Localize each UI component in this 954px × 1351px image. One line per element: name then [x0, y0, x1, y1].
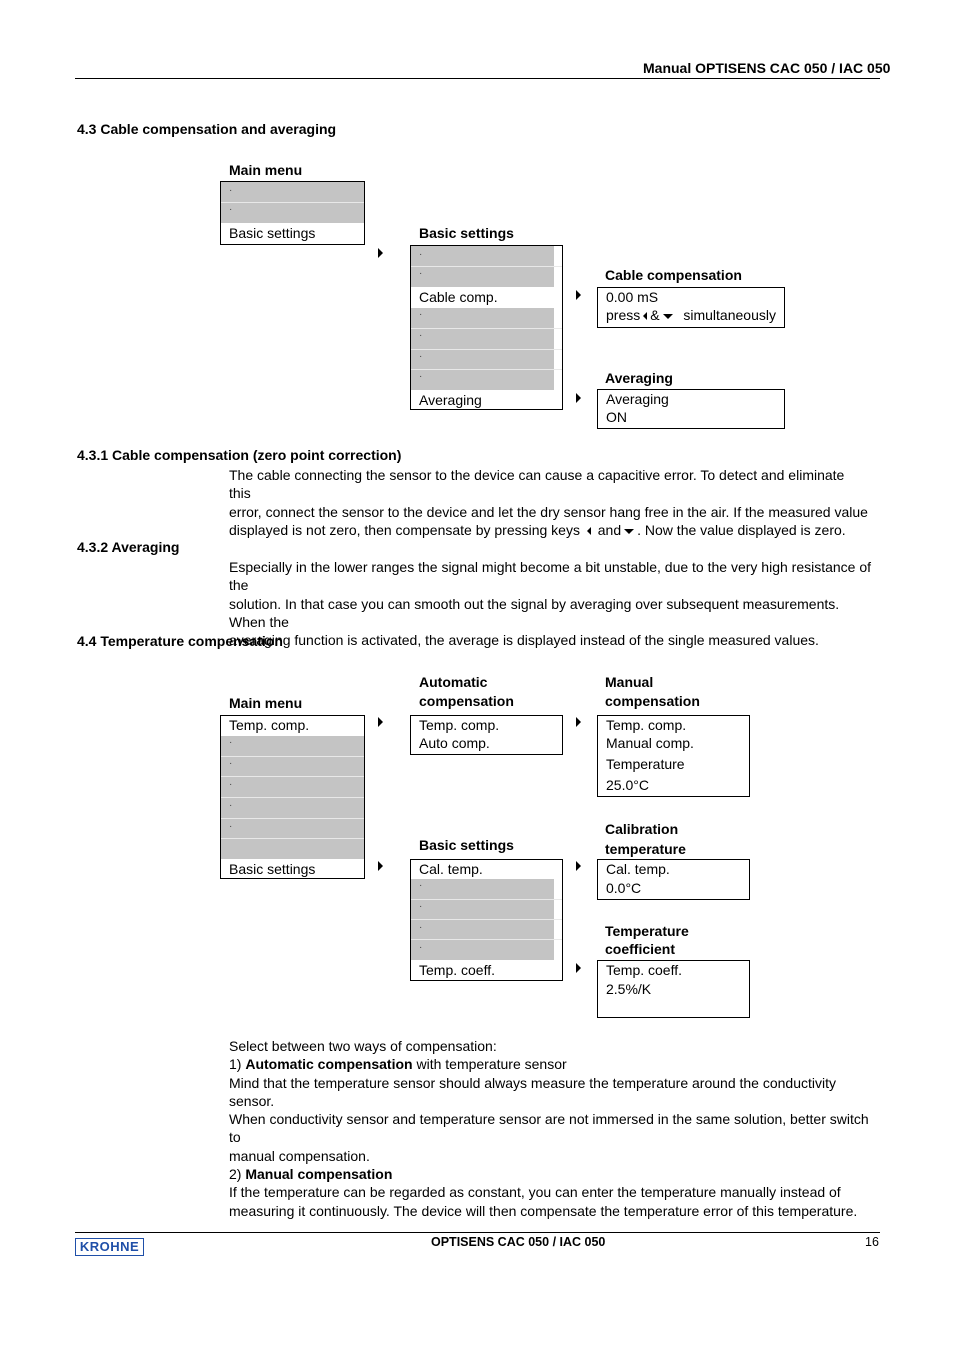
main-menu-box: · · Basic settings [220, 181, 365, 245]
auto-comp-title: Automatic compensation [419, 674, 514, 709]
temp-coeff-label: Temp. coeff. [606, 962, 683, 978]
menu-item-averaging: Averaging [419, 392, 482, 408]
temp-coeff-value: 2.5%/K [606, 981, 652, 997]
main-menu-box-2: Temp. comp. · · · · · Basic settings [220, 715, 365, 879]
section-4-3-1-heading: 4.3.1 Cable compensation (zero point correction) [77, 447, 402, 463]
cal-temp-title: Calibration temperature [605, 821, 686, 857]
menu-item-basic-settings: Basic settings [229, 225, 316, 241]
manual-comp-title: Manual compensation [605, 674, 700, 709]
auto-comp-line2: Auto comp. [419, 735, 490, 751]
section-4-4-text: Select between two ways of compensation: 1) Automatic compensation with temperature sensor Mind that the temperature sensor should always measure the temperature around the conductivity sensor. When conductivity sensor and temperature sensor are not immersed in the same solution, better switch to manual compensation. 2) Manual compensation If the temperature can be regarded as constant, you can enter the temperature manually instead of measuring it continuously. The device will then compensate the temperature error of this temperature. [229, 1038, 869, 1219]
arrow-right-icon [378, 248, 383, 258]
section-4-3-heading: 4.3 Cable compensation and averaging [77, 121, 337, 137]
basic-settings-box-2: Cal. temp. · · · · Temp. coeff. [410, 859, 563, 981]
menu-item-cable-comp: Cable comp. [419, 289, 498, 305]
menu-item-temp-comp: Temp. comp. [229, 717, 310, 733]
manual-comp-line1: Temp. comp. [606, 717, 687, 733]
arrow-right-icon [576, 861, 581, 871]
left-key-icon [643, 312, 647, 320]
manual-comp-box [597, 715, 750, 797]
cal-temp-label: Cal. temp. [606, 861, 670, 877]
arrow-right-icon [576, 963, 581, 973]
arrow-right-icon [378, 861, 383, 871]
section-4-3-2-text: Especially in the lower ranges the signal might become a bit unstable, due to the very high resistance of the solution. In that case you can smooth out the signal by averaging over subsequent measurements. When the averaging function is activated, the average is displayed instead of the single measured values. [229, 559, 872, 649]
arrow-right-icon [576, 290, 581, 300]
menu-item-temp-coeff: Temp. coeff. [419, 962, 496, 978]
cable-comp-title: Cable compensation [605, 267, 742, 283]
cal-temp-box [597, 859, 750, 900]
averaging-box [597, 389, 785, 429]
header-title: Manual OPTISENS CAC 050 / IAC 050 [643, 60, 891, 76]
left-key-icon [587, 527, 591, 535]
footer-title: OPTISENS CAC 050 / IAC 050 [431, 1235, 606, 1249]
menu-item-basic-settings-2: Basic settings [229, 861, 316, 877]
temp-coeff-title: Temperature coefficient [605, 923, 689, 957]
cable-comp-box [597, 287, 785, 328]
cable-comp-instruction: press & simultaneously [606, 307, 776, 323]
averaging-title: Averaging [605, 370, 673, 386]
manual-comp-temperature: 25.0°C [606, 777, 649, 793]
basic-settings-box: · · Cable comp. · · · · Averaging [410, 245, 563, 410]
section-4-4-heading: 4.4 Temperature compensation [77, 633, 283, 649]
main-menu-title: Main menu [229, 162, 303, 178]
section-4-3-2-heading: 4.3.2 Averaging [77, 539, 180, 555]
main-menu-title-2: Main menu [229, 695, 303, 711]
krohne-logo: KROHNE [75, 1238, 144, 1256]
down-key-icon [624, 529, 634, 534]
temp-coeff-box [597, 960, 750, 1018]
footer-rule [75, 1232, 880, 1233]
arrow-right-icon [378, 717, 383, 727]
basic-settings-title-2: Basic settings [419, 837, 514, 853]
menu-item-cal-temp: Cal. temp. [419, 861, 483, 877]
cal-temp-value: 0.0°C [606, 880, 642, 896]
arrow-right-icon [576, 393, 581, 403]
manual-comp-line2: Manual comp. [606, 735, 694, 751]
auto-comp-box [410, 715, 563, 755]
arrow-right-icon [576, 717, 581, 727]
section-4-3-1-text: The cable connecting the sensor to the device can cause a capacitive error. To detect and eliminate this error, connect the sensor to the device and let the dry sensor hang free in the air. If the measured value displayed is not zero, then compensate by pressing keys and . Now the value displayed is zero. [229, 467, 868, 538]
averaging-state: ON [606, 409, 627, 425]
auto-comp-line1: Temp. comp. [419, 717, 500, 733]
averaging-label: Averaging [606, 391, 669, 407]
page-number: 16 [865, 1235, 879, 1249]
down-key-icon [663, 314, 673, 319]
basic-settings-title: Basic settings [419, 225, 514, 241]
header-rule [75, 78, 880, 79]
manual-comp-line3: Temperature [606, 756, 685, 772]
cable-comp-value: 0.00 mS [606, 289, 659, 305]
